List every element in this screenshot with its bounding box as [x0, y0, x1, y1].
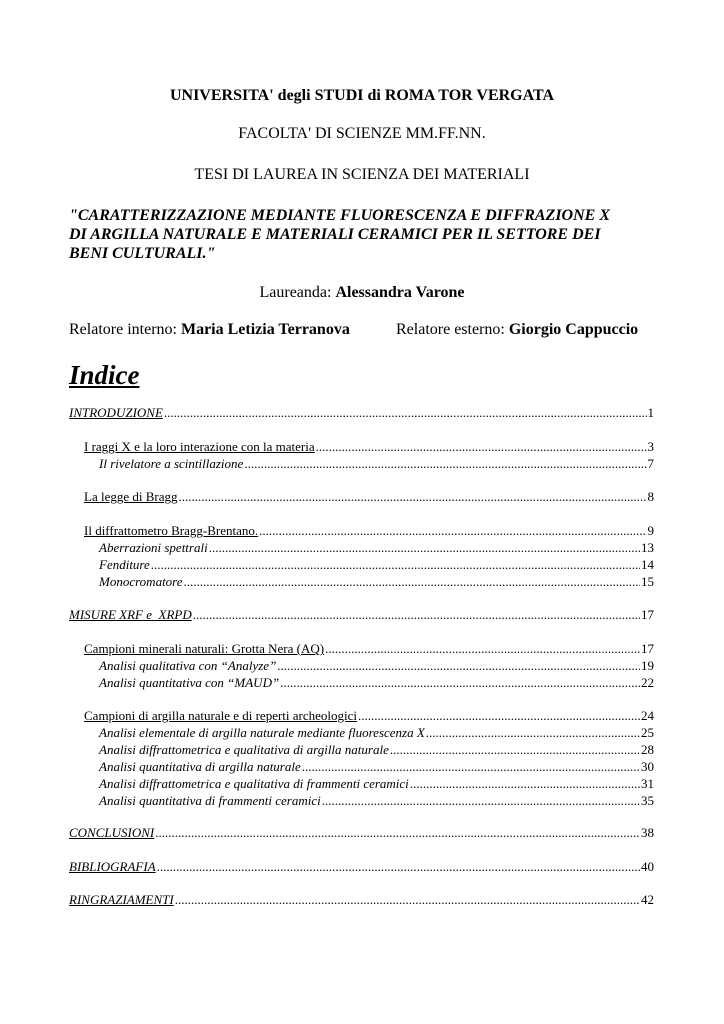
toc-entry-conclusioni[interactable] — [69, 825, 654, 841]
toc-entry-misure[interactable] — [69, 607, 654, 623]
toc-entry-label: Analisi qualitativa con “Analyze” — [99, 658, 277, 673]
toc-page-number: 8 — [647, 489, 654, 504]
toc-entry-label: Analisi diffrattometrica e qualitativa di argilla naturale — [99, 742, 389, 757]
toc-entry-label: Aberrazioni spettrali — [99, 540, 208, 555]
toc-page-number: 38 — [641, 825, 654, 840]
toc-leader-dots — [322, 793, 640, 809]
toc-page-number: 3 — [647, 439, 654, 454]
toc-page-number: 7 — [647, 456, 654, 471]
toc-page-number: 25 — [641, 725, 654, 740]
toc-entry-fenditure[interactable] — [99, 557, 654, 573]
toc-entry-ringraziamenti[interactable] — [69, 892, 654, 908]
thesis-title-line: DI ARGILLA NATURALE E MATERIALI CERAMICI PER IL SETTORE DEI — [69, 226, 601, 243]
toc-entry-bibliografia[interactable] — [69, 859, 654, 875]
toc-page-number: 17 — [641, 607, 654, 622]
toc-entry-diffrattometrica-argilla[interactable] — [99, 742, 654, 758]
toc-entry-label: Campioni di argilla naturale e di reperti archeologici — [84, 708, 358, 723]
toc-leader-dots — [175, 892, 640, 908]
faculty-name: FACOLTA' DI SCIENZE MM.FF.NN. — [238, 125, 486, 142]
toc-entry-monocromatore[interactable] — [99, 574, 654, 590]
toc-page-number: 28 — [641, 742, 654, 757]
toc-leader-dots — [157, 859, 640, 875]
toc-page-number: 9 — [647, 523, 654, 538]
toc-entry-label: Monocromatore — [99, 574, 183, 589]
candidate-name: Alessandra Varone — [335, 284, 465, 301]
toc-entry-label: Analisi quantitativa di frammenti ceramici — [99, 793, 321, 808]
toc-entry-label: Campioni minerali naturali: Grotta Nera (AQ) — [84, 641, 325, 656]
toc-entry-quantitativa-ceramici[interactable] — [99, 793, 654, 809]
toc-page-number: 35 — [641, 793, 654, 808]
thesis-type: TESI DI LAUREA IN SCIENZA DEI MATERIALI — [194, 166, 530, 183]
thesis-title-line: BENI CULTURALI." — [69, 245, 216, 262]
toc-entry-label: La legge di Bragg — [84, 489, 178, 504]
toc-leader-dots — [390, 742, 640, 758]
toc-entry-label: Il diffrattometro Bragg-Brentano. — [84, 523, 259, 538]
toc-entry-label: RINGRAZIAMENTI — [69, 892, 174, 907]
toc-entry-argilla[interactable] — [84, 708, 654, 724]
toc-entry-diffrattometrica-ceramici[interactable] — [99, 776, 654, 792]
internal-supervisor-name: Maria Letizia Terranova — [180, 321, 350, 338]
toc-leader-dots — [325, 641, 640, 657]
toc-entry-bragg[interactable] — [84, 489, 654, 505]
toc-leader-dots — [193, 607, 640, 623]
toc-entry-rivelatore[interactable] — [99, 456, 654, 472]
internal-supervisor-label: Relatore interno: — [69, 321, 177, 338]
toc-entry-grotta-nera[interactable] — [84, 641, 654, 657]
toc-page-number: 40 — [641, 859, 654, 874]
toc-entry-label: Analisi quantitativa di argilla naturale — [99, 759, 301, 774]
toc-leader-dots — [280, 675, 640, 691]
toc-page-number: 15 — [641, 574, 654, 589]
toc-page-number: 30 — [641, 759, 654, 774]
toc-entry-label: Il rivelatore a scintillazione — [99, 456, 244, 471]
toc-leader-dots — [358, 708, 640, 724]
index-heading: Indice — [69, 360, 140, 390]
external-supervisor-label: Relatore esterno: — [396, 321, 505, 338]
toc-page-number: 14 — [641, 557, 654, 572]
toc-leader-dots — [184, 574, 640, 590]
candidate-label: Laureanda: — [259, 284, 332, 301]
toc-entry-elementale[interactable] — [99, 725, 654, 741]
toc-leader-dots — [244, 456, 646, 472]
toc-page-number: 17 — [641, 641, 654, 656]
toc-entry-aberrazioni[interactable] — [99, 540, 654, 556]
toc-page-number: 13 — [641, 540, 654, 555]
toc-leader-dots — [164, 405, 647, 421]
toc-entry-label: BIBLIOGRAFIA — [69, 859, 156, 874]
toc-leader-dots — [209, 540, 640, 556]
toc-entry-diffrattometro[interactable] — [84, 523, 654, 539]
toc-page-number: 31 — [641, 776, 654, 791]
toc-page-number: 42 — [641, 892, 654, 907]
toc-entry-raggi-x[interactable] — [84, 439, 654, 455]
toc-entry-label: Fenditure — [99, 557, 150, 572]
toc-page-number: 22 — [641, 675, 654, 690]
toc-entry-label: MISURE XRF e XRPD — [69, 607, 192, 622]
toc-leader-dots — [277, 658, 640, 674]
toc-entry-label: INTRODUZIONE — [69, 405, 163, 420]
external-supervisor-name: Giorgio Cappuccio — [508, 321, 639, 338]
thesis-title-line: "CARATTERIZZAZIONE MEDIANTE FLUORESCENZA E DIFFRAZIONE X — [69, 207, 611, 224]
toc-page-number: 1 — [647, 405, 654, 420]
toc-entry-label: Analisi diffrattometrica e qualitativa di frammenti ceramici — [99, 776, 409, 791]
toc-leader-dots — [179, 489, 647, 505]
toc-page-number: 24 — [641, 708, 654, 723]
toc-entry-analyze[interactable] — [99, 658, 654, 674]
toc-leader-dots — [302, 759, 640, 775]
toc-leader-dots — [410, 776, 640, 792]
toc-leader-dots — [259, 523, 646, 539]
toc-leader-dots — [316, 439, 647, 455]
toc-leader-dots — [151, 557, 640, 573]
toc-page-number: 19 — [641, 658, 654, 673]
toc-entry-quantitativa-argilla[interactable] — [99, 759, 654, 775]
toc-entry-label: Analisi quantitativa con “MAUD” — [99, 675, 280, 690]
toc-leader-dots — [155, 825, 640, 841]
toc-leader-dots — [426, 725, 640, 741]
toc-entry-introduzione[interactable] — [69, 405, 654, 421]
toc-entry-label: I raggi X e la loro interazione con la materia — [84, 439, 315, 454]
toc-entry-label: Analisi elementale di argilla naturale mediante fluorescenza X — [99, 725, 425, 740]
toc-entry-label: CONCLUSIONI — [69, 825, 155, 840]
toc-entry-maud[interactable] — [99, 675, 654, 691]
university-name: UNIVERSITA' degli STUDI di ROMA TOR VERGATA — [169, 87, 555, 104]
